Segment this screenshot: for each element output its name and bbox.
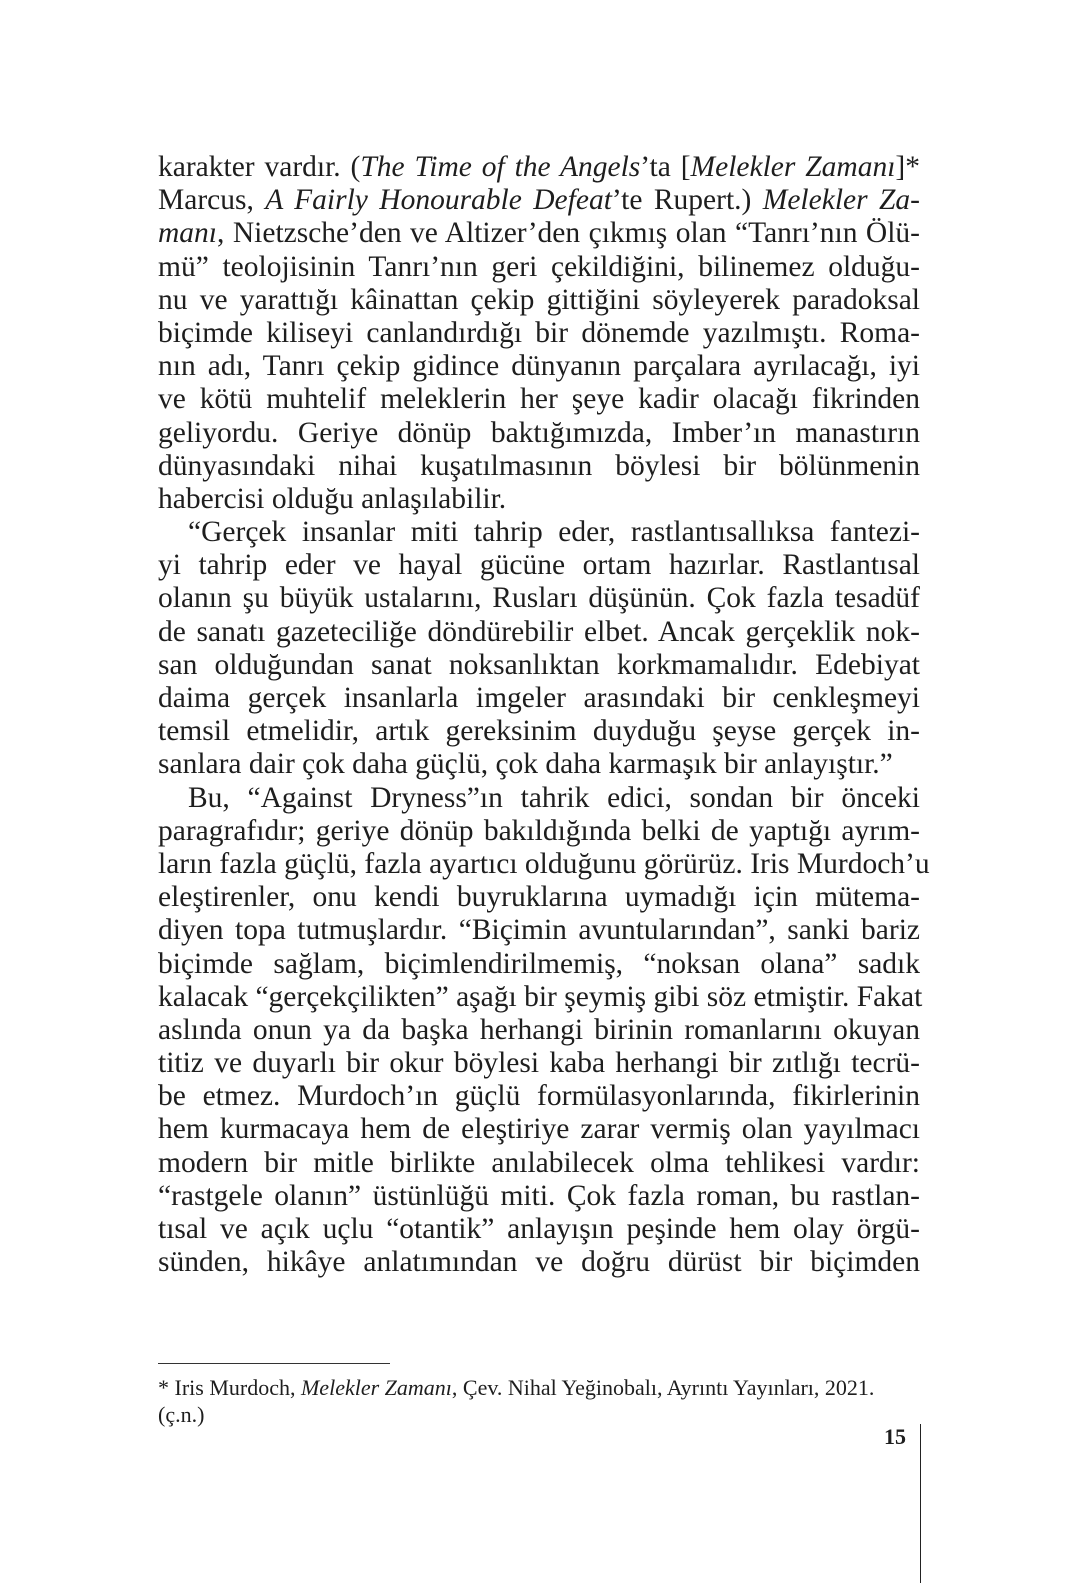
text-segment: * Iris Murdoch, — [158, 1375, 301, 1400]
italic-title-text: Melekler Zamanı — [300, 1375, 452, 1400]
footnote — [158, 1374, 920, 1428]
body-line — [158, 516, 920, 549]
body-line — [158, 483, 920, 516]
text-segment: paragrafıdır; geriye dönüp bakıldığında belki de yaptığı ayrım- — [158, 814, 920, 847]
text-segment: , Çev. Nihal Yeğinobalı, Ayrıntı Yayınları, 2021. — [451, 1375, 875, 1400]
italic-title-text: Melekler Zamanı — [690, 151, 896, 183]
body-line — [158, 1246, 920, 1279]
text-segment: de sanatı gazeteciliğe döndürebilir elbet. Ancak gerçeklik nok- — [158, 615, 920, 648]
text-segment: titiz ve duyarlı bir okur böylesi kaba herhangi bir zıtlığı tecrü- — [158, 1047, 920, 1080]
text-segment: Marcus, — [158, 184, 266, 217]
text-segment: geliyordu. Geriye dönüp baktığımızda, Imber’ın manastırın — [158, 416, 920, 449]
text-segment: temsil etmelidir, artık gereksinim duyduğu şeyse gerçek in- — [158, 715, 920, 748]
body-line — [158, 1014, 920, 1047]
body-line — [158, 649, 920, 682]
text-segment: ’te Rupert.) — [611, 184, 763, 217]
body-line — [158, 980, 923, 1014]
body-line — [158, 748, 920, 781]
text-segment: dünyasındaki nihai kuşatılmasının böylesi bir bölünmenin — [158, 449, 920, 482]
text-segment: sanlara dair çok daha güçlü, çok daha karmaşık bir anlayıştır.” — [158, 748, 893, 781]
text-segment: “rastgele olanın” üstünlüğü miti. Çok fazla roman, bu rastlan- — [158, 1179, 920, 1212]
body-line — [158, 383, 920, 416]
text-segment: tısal ve açık uçlu “otantik” anlayışın peşinde hem olay örgü- — [158, 1213, 920, 1245]
body-line — [158, 582, 920, 615]
footnote-line — [158, 1401, 920, 1428]
text-segment: karakter vardır. ( — [158, 151, 361, 183]
footnote-separator — [158, 1363, 390, 1364]
text-segment: ]* — [895, 151, 920, 183]
body-line — [158, 1080, 920, 1113]
body-line — [158, 251, 920, 284]
body-line — [158, 417, 920, 450]
body-line — [158, 682, 920, 715]
text-segment: “Gerçek insanlar miti tahrip eder, rastlantısallıksa fantezi- — [188, 516, 920, 549]
body-line — [158, 948, 920, 981]
text-segment: yi tahrip eder ve hayal gücüne ortam hazırlar. Rastlantısal — [158, 549, 920, 582]
body-line — [158, 715, 920, 748]
body-text — [158, 151, 930, 1279]
text-segment: nın adı, Tanrı çekip gidince dünyanın parçalara ayrılacağı, iyi — [158, 350, 920, 383]
text-segment: mü” teolojisinin Tanrı’nın geri çekildiğini, bilinemez olduğu- — [158, 250, 920, 283]
text-segment: modern bir mitle birlikte anılabilecek olma tehlikesi vardır: — [158, 1146, 920, 1179]
body-line — [158, 151, 920, 184]
text-segment: habercisi olduğu anlaşılabilir. — [158, 482, 507, 515]
text-segment: be etmez. Murdoch’ın güçlü formülasyonlarında, fikirlerinin — [158, 1080, 920, 1113]
italic-title-text: manı — [158, 217, 217, 250]
text-segment: ların fazla güçlü, fazla ayartıcı olduğunu görürüz. Iris Murdoch’u — [158, 847, 930, 880]
text-segment: sünden, hikâye anlatımından ve doğru dürüst bir biçimden — [158, 1246, 920, 1279]
text-segment: Bu, “Against Dryness”ın tahrik edici, sondan bir önceki — [188, 781, 920, 814]
text-segment: daima gerçek insanlarla imgeler arasındaki bir cenkleşmeyi — [158, 682, 920, 714]
body-line — [158, 1113, 920, 1146]
text-segment: kalacak “gerçekçilikten” aşağı bir şeymiş gibi söz etmiştir. Fakat — [158, 980, 923, 1013]
body-line — [158, 1180, 920, 1213]
body-line — [158, 217, 920, 250]
body-line — [158, 914, 920, 947]
body-line — [158, 450, 920, 483]
body-line — [158, 782, 920, 815]
footnote-line — [158, 1374, 920, 1401]
text-segment: ’ta [ — [640, 151, 691, 183]
body-line — [158, 616, 920, 649]
body-line — [158, 815, 920, 848]
body-line — [158, 1213, 920, 1246]
text-segment: eleştirenler, onu kendi buyruklarına uymadığı için mütema- — [158, 881, 920, 914]
body-line — [158, 549, 920, 582]
italic-title-text: A Fairly Honourable Defeat — [265, 184, 612, 217]
body-line — [158, 847, 930, 881]
italic-title-text: Melekler Za- — [762, 184, 920, 217]
text-segment: hem kurmacaya hem de eleştiriye zarar vermiş olan yayılmacı — [158, 1113, 920, 1146]
italic-title-text: The Time of the Angels — [360, 151, 641, 183]
body-line — [158, 284, 920, 317]
text-segment: , Nietzsche’den ve Altizer’den çıkmış olan “Tanrı’nın Ölü- — [217, 217, 920, 250]
body-line — [158, 881, 920, 914]
body-line — [158, 317, 920, 350]
text-segment: diyen topa tutmuşlardır. “Biçimin avuntularından”, sanki bariz — [158, 914, 920, 947]
page-number-rule — [920, 1424, 921, 1583]
text-segment: olanın şu büyük ustalarını, Rusları düşünün. Çok fazla tesadüf — [158, 582, 920, 615]
text-segment: ve kötü muhtelif meleklerin her şeye kadir olacağı fikrinden — [158, 383, 920, 416]
body-line — [158, 1047, 920, 1080]
text-segment: (ç.n.) — [158, 1402, 205, 1427]
text-segment: nu ve yarattığı kâinattan çekip gittiğini söyleyerek paradoksal — [158, 283, 920, 316]
page-number: 15 — [884, 1424, 906, 1449]
body-line — [158, 1147, 920, 1180]
text-segment: aslında onun ya da başka herhangi birinin romanlarını okuyan — [158, 1013, 920, 1046]
text-segment: biçimde sağlam, biçimlendirilmemiş, “noksan olana” sadık — [158, 947, 920, 980]
body-line — [158, 350, 920, 383]
body-line — [158, 184, 920, 217]
text-segment: san olduğundan sanat noksanlıktan korkmamalıdır. Edebiyat — [158, 648, 920, 681]
text-segment: biçimde kiliseyi canlandırdığı bir dönemde yazılmıştı. Roma- — [158, 316, 920, 349]
